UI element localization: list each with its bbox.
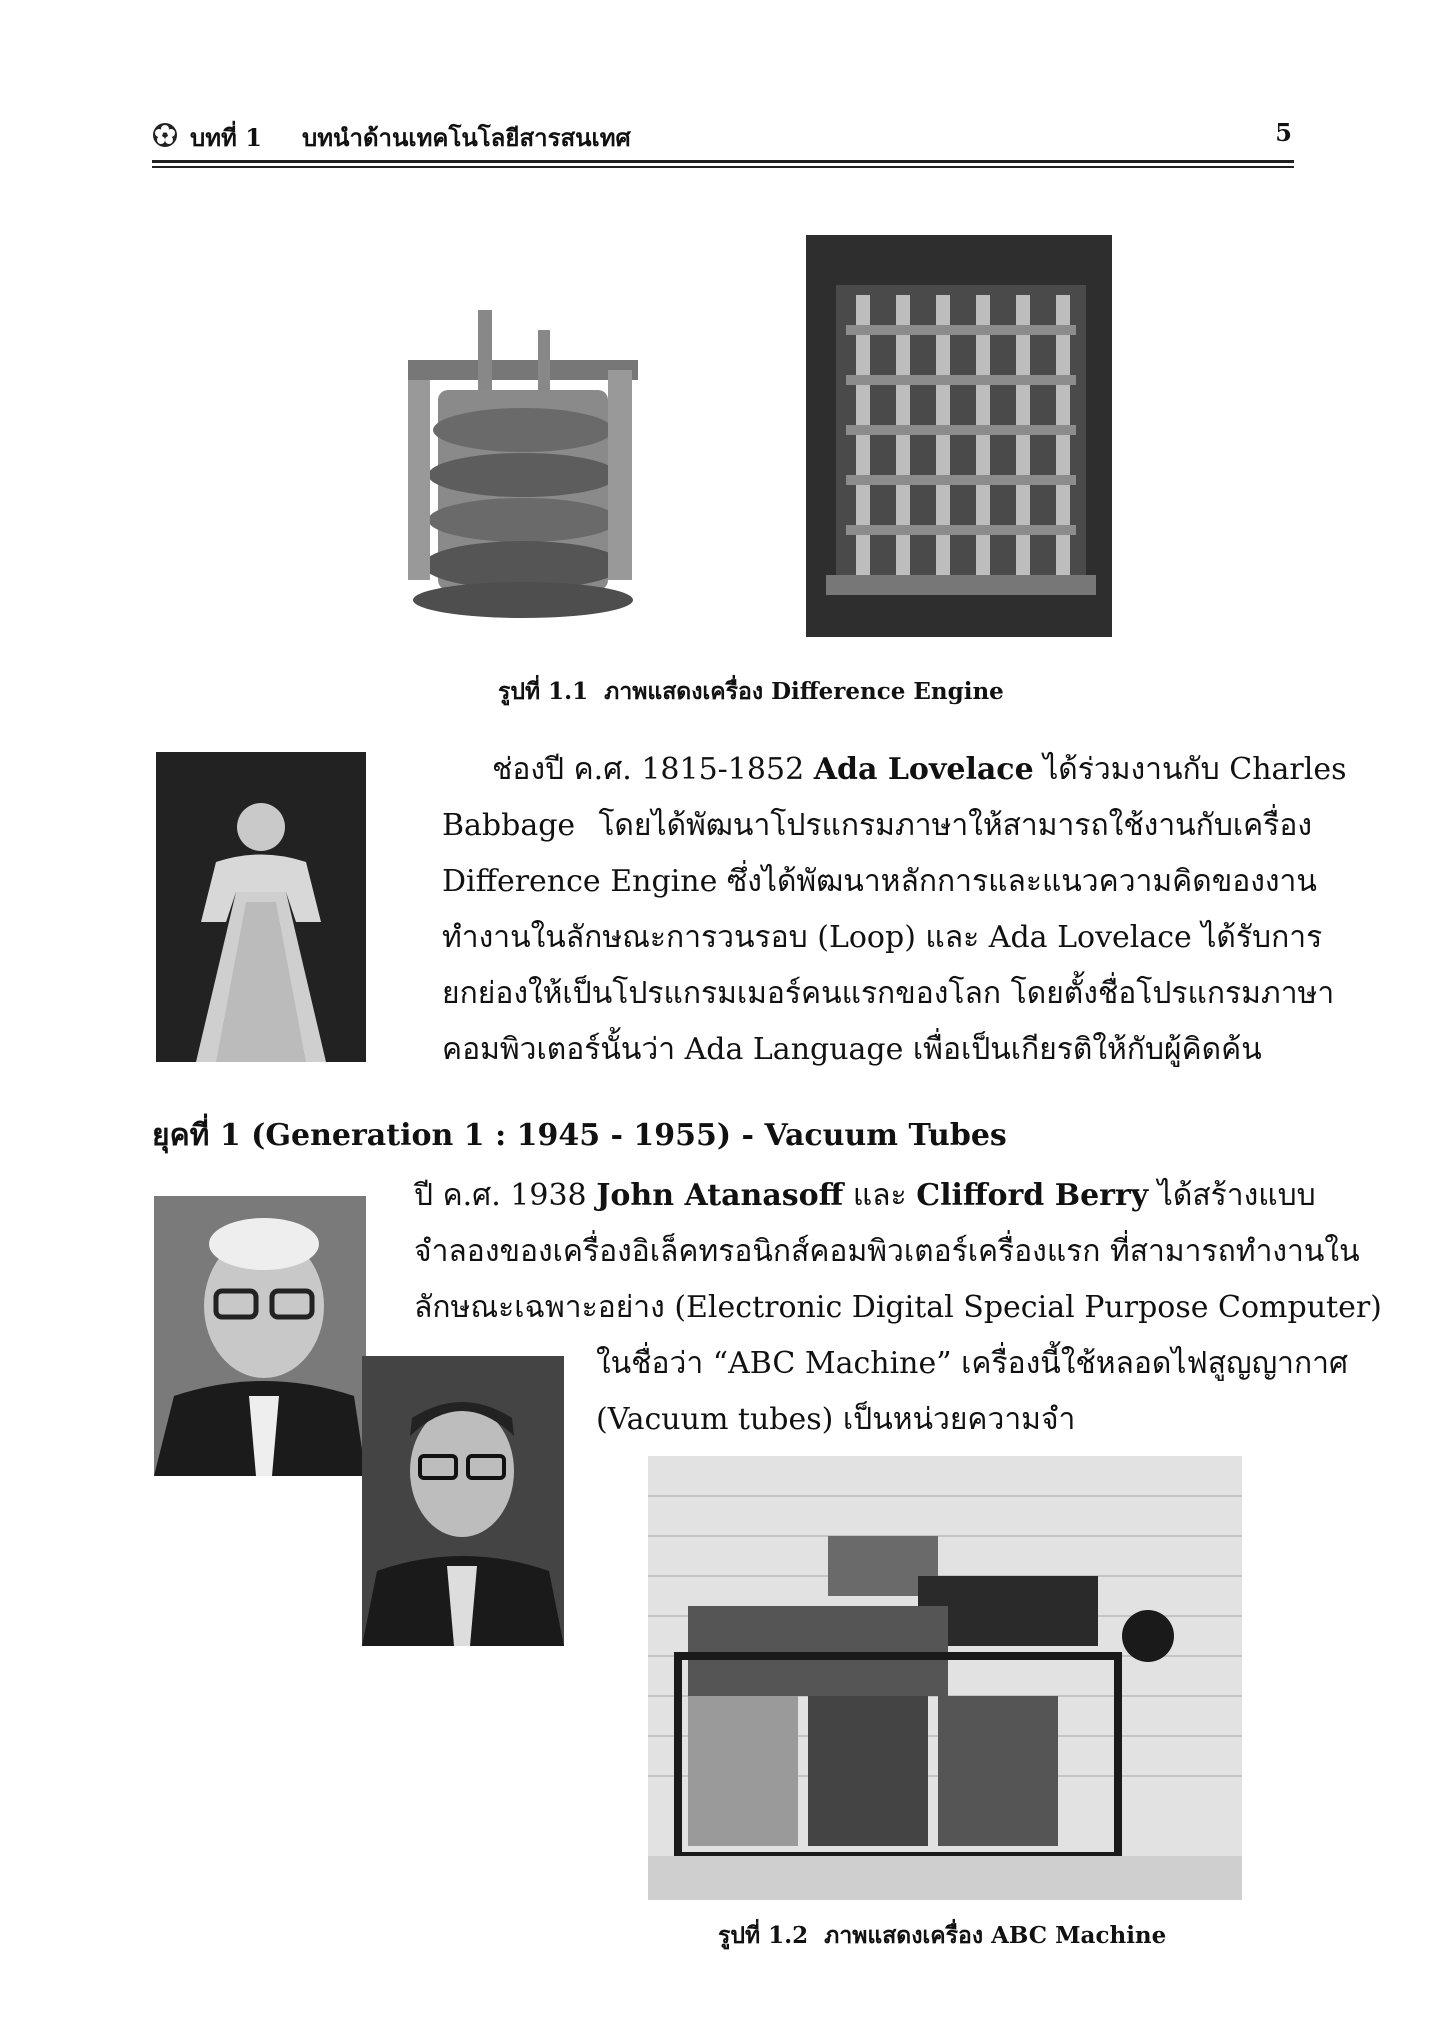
section-heading-generation-1: ยุคที่ 1 (Generation 1 : 1945 - 1955) - Vacuum Tubes xyxy=(152,1118,1007,1153)
ada-line-2: Babbage โดยได้พัฒนาโปรแกรมภาษาให้สามารถใช้งานกับเครื่อง xyxy=(442,808,1312,843)
ada-line-3: Difference Engine ซึ่งได้พัฒนาหลักการและแนวความคิดของงาน xyxy=(442,864,1317,899)
ada-lovelace-name: Ada Lovelace xyxy=(813,752,1034,787)
ada-line-6: คอมพิวเตอร์นั้นว่า Ada Language เพื่อเป็นเกียรติให้กับผู้คิดค้น xyxy=(442,1032,1262,1067)
ada-line-1: ช่องปี ค.ศ. 1815-1852 Ada Lovelace ได้ร่วมงานกับ Charles xyxy=(492,752,1347,787)
header-rule-thin xyxy=(152,166,1294,168)
figure-1-1-text: ภาพแสดงเครื่อง Difference Engine xyxy=(604,678,1004,705)
running-header xyxy=(152,118,1292,158)
abc-machine-photo xyxy=(648,1456,1242,1900)
figure-1-2-caption xyxy=(718,1918,1166,1954)
chapter-label: บทที่ 1 xyxy=(190,123,262,152)
figure-1-1-caption xyxy=(498,674,1004,710)
figure-1-1-number: รูปที่ 1.1 xyxy=(498,678,589,705)
chapter-title: บทนำด้านเทคโนโลยีสารสนเทศ xyxy=(302,123,631,152)
ada-lovelace-portrait xyxy=(156,752,366,1062)
abc-machine-paragraph-cont xyxy=(596,1336,1349,1448)
abc-line-3: ลักษณะเฉพาะอย่าง (Electronic Digital Special Purpose Computer) xyxy=(414,1290,1382,1325)
page-number: 5 xyxy=(1275,118,1292,147)
difference-engine-photo-right xyxy=(806,235,1112,637)
abc-line-4: ในชื่อว่า “ABC Machine” เครื่องนี้ใช้หลอดไฟสูญญากาศ xyxy=(596,1346,1349,1381)
clifford-berry-portrait xyxy=(362,1356,564,1646)
abc-line-5: (Vacuum tubes) เป็นหน่วยความจำ xyxy=(596,1402,1076,1437)
john-atanasoff-portrait xyxy=(154,1196,366,1476)
abc-line-1: ปี ค.ศ. 1938 John Atanasoff และ Clifford Berry ได้สร้างแบบ xyxy=(414,1178,1316,1213)
header-rule-thick xyxy=(152,160,1294,163)
ada-lovelace-paragraph xyxy=(442,742,1347,1078)
figure-1-2-text: ภาพแสดงเครื่อง ABC Machine xyxy=(824,1922,1167,1949)
figure-1-2-number: รูปที่ 1.2 xyxy=(718,1922,809,1949)
ada-line-5: ยกย่องให้เป็นโปรแกรมเมอร์คนแรกของโลก โดยตั้งชื่อโปรแกรมภาษา xyxy=(442,976,1335,1011)
ada-line-4: ทำงานในลักษณะการวนรอบ (Loop) และ Ada Lovelace ได้รับการ xyxy=(442,920,1323,955)
abc-line-2: จำลองของเครื่องอิเล็คทรอนิกส์คอมพิวเตอร์เครื่องแรก ที่สามารถทำงานใน xyxy=(414,1234,1360,1269)
flower-icon xyxy=(152,122,178,148)
clifford-berry-name: Clifford Berry xyxy=(916,1178,1149,1213)
difference-engine-photo-left xyxy=(348,270,678,625)
john-atanasoff-name: John Atanasoff xyxy=(596,1178,844,1213)
abc-machine-paragraph xyxy=(414,1168,1382,1336)
